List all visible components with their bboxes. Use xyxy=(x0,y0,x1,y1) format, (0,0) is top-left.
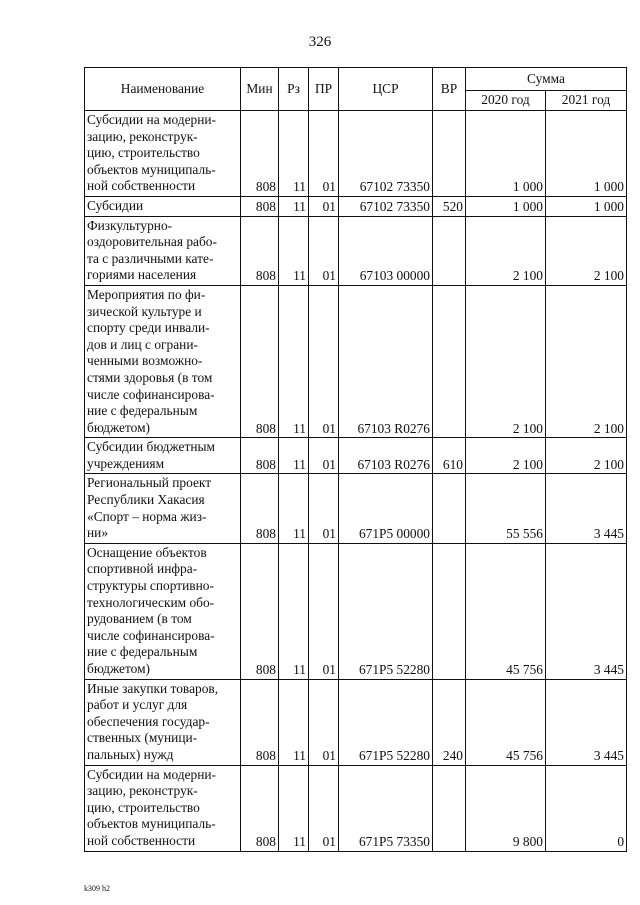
name-line: спорту среди инвали- xyxy=(87,320,210,336)
cell-min: 808 xyxy=(241,216,279,285)
name-line: ченными возможно- xyxy=(87,353,203,369)
cell-pr: 01 xyxy=(309,765,339,851)
name-line: объектов муниципаль- xyxy=(87,161,216,177)
name-line: ние с федеральным xyxy=(87,403,198,419)
cell-pr: 01 xyxy=(309,474,339,543)
cell-name xyxy=(85,196,241,216)
name-line: Региональный проект xyxy=(87,475,212,491)
table-row xyxy=(85,111,627,197)
cell-vr: 610 xyxy=(433,438,466,474)
header-sum: Сумма xyxy=(466,68,627,91)
cell-name xyxy=(85,438,241,474)
cell-vr xyxy=(433,765,466,851)
cell-2020: 1 000 xyxy=(466,196,546,216)
cell-2021: 2 100 xyxy=(546,216,627,285)
footer-code: k309 h2 xyxy=(84,884,110,893)
header-min: Мин xyxy=(241,68,279,111)
cell-2021: 1 000 xyxy=(546,111,627,197)
cell-rz: 11 xyxy=(279,543,309,679)
name-line: ни» xyxy=(87,525,109,541)
cell-csr: 671P5 00000 xyxy=(339,474,433,543)
name-line: оздоровительная рабо- xyxy=(87,234,217,250)
table-row xyxy=(85,543,627,679)
cell-vr: 520 xyxy=(433,196,466,216)
name-line: зацию, реконструк- xyxy=(87,128,198,144)
cell-rz: 11 xyxy=(279,216,309,285)
cell-pr: 01 xyxy=(309,438,339,474)
budget-table xyxy=(84,67,627,852)
cell-min: 808 xyxy=(241,196,279,216)
table-row xyxy=(85,679,627,765)
header-pr: ПР xyxy=(309,68,339,111)
header-year-2020: 2020 год xyxy=(466,91,546,111)
table-row xyxy=(85,474,627,543)
cell-min: 808 xyxy=(241,438,279,474)
name-line: обеспечения государ- xyxy=(87,713,210,729)
cell-2021: 0 xyxy=(546,765,627,851)
name-line: учреждениям xyxy=(87,455,165,471)
cell-rz: 11 xyxy=(279,196,309,216)
name-line: ние с федеральным xyxy=(87,644,198,660)
table-body xyxy=(85,111,627,852)
cell-rz: 11 xyxy=(279,679,309,765)
cell-2020: 45 756 xyxy=(466,543,546,679)
cell-2021: 1 000 xyxy=(546,196,627,216)
cell-2020: 55 556 xyxy=(466,474,546,543)
cell-min: 808 xyxy=(241,679,279,765)
name-line: Иные закупки товаров, xyxy=(87,680,219,696)
cell-min: 808 xyxy=(241,765,279,851)
name-line: гориями населения xyxy=(87,267,197,283)
cell-2020: 2 100 xyxy=(466,438,546,474)
name-line: Субсидии на модерни- xyxy=(87,766,217,782)
name-line: пальных) нужд xyxy=(87,746,174,762)
name-line: цию, строительство xyxy=(87,145,200,161)
cell-pr: 01 xyxy=(309,196,339,216)
cell-vr xyxy=(433,216,466,285)
cell-2020: 45 756 xyxy=(466,679,546,765)
name-line: зической культуре и xyxy=(87,303,202,319)
name-line: стями здоровья (в том xyxy=(87,369,213,385)
name-line: рудованием (в том xyxy=(87,611,192,627)
cell-pr: 01 xyxy=(309,216,339,285)
cell-name xyxy=(85,216,241,285)
name-line: Физкультурно- xyxy=(87,217,173,233)
name-line: та с различными кате- xyxy=(87,250,214,266)
cell-name xyxy=(85,543,241,679)
cell-name xyxy=(85,111,241,197)
header-row xyxy=(85,68,627,91)
name-line: зацию, реконструк- xyxy=(87,783,198,799)
cell-rz: 11 xyxy=(279,474,309,543)
cell-pr: 01 xyxy=(309,285,339,437)
cell-2020: 2 100 xyxy=(466,216,546,285)
name-line: бюджетом) xyxy=(87,419,151,435)
cell-2020: 9 800 xyxy=(466,765,546,851)
name-line: технологическим обо- xyxy=(87,594,215,610)
name-line: структуры спортивно- xyxy=(87,578,214,594)
cell-2021: 3 445 xyxy=(546,679,627,765)
cell-pr: 01 xyxy=(309,679,339,765)
header-csr: ЦСР xyxy=(339,68,433,111)
cell-csr: 67103 R0276 xyxy=(339,438,433,474)
name-line: числе софинансирова- xyxy=(87,386,215,402)
cell-csr: 671P5 73350 xyxy=(339,765,433,851)
cell-name xyxy=(85,474,241,543)
cell-csr: 671P5 52280 xyxy=(339,679,433,765)
header-name: Наименование xyxy=(85,68,241,111)
cell-rz: 11 xyxy=(279,438,309,474)
cell-2021: 3 445 xyxy=(546,474,627,543)
table-row xyxy=(85,216,627,285)
name-line: дов и лиц с ограни- xyxy=(87,336,198,352)
name-line: ной собственности xyxy=(87,178,196,194)
cell-rz: 11 xyxy=(279,285,309,437)
cell-name xyxy=(85,679,241,765)
name-line: Субсидии на модерни- xyxy=(87,112,217,127)
name-line: спортивной инфра- xyxy=(87,561,198,577)
name-line: Мероприятия по фи- xyxy=(87,286,206,302)
cell-min: 808 xyxy=(241,543,279,679)
cell-rz: 11 xyxy=(279,111,309,197)
cell-pr: 01 xyxy=(309,111,339,197)
cell-pr: 01 xyxy=(309,543,339,679)
name-line: ственных (муници- xyxy=(87,730,198,746)
name-line: Оснащение объектов xyxy=(87,544,207,560)
name-line: числе софинансирова- xyxy=(87,627,215,643)
cell-name xyxy=(85,285,241,437)
name-line: Республики Хакасия xyxy=(87,492,205,508)
cell-csr: 671P5 52280 xyxy=(339,543,433,679)
cell-min: 808 xyxy=(241,474,279,543)
table-row xyxy=(85,196,627,216)
cell-2020: 2 100 xyxy=(466,285,546,437)
cell-2021: 2 100 xyxy=(546,438,627,474)
cell-name xyxy=(85,765,241,851)
name-line: объектов муниципаль- xyxy=(87,816,216,832)
cell-vr xyxy=(433,285,466,437)
name-line: ной собственности xyxy=(87,832,196,848)
cell-csr: 67103 00000 xyxy=(339,216,433,285)
table-row xyxy=(85,438,627,474)
cell-min: 808 xyxy=(241,111,279,197)
cell-vr xyxy=(433,111,466,197)
table-row xyxy=(85,765,627,851)
name-line: цию, строительство xyxy=(87,799,200,815)
cell-csr: 67103 R0276 xyxy=(339,285,433,437)
cell-csr: 67102 73350 xyxy=(339,196,433,216)
cell-min: 808 xyxy=(241,285,279,437)
table-row xyxy=(85,285,627,437)
cell-2021: 3 445 xyxy=(546,543,627,679)
cell-csr: 67102 73350 xyxy=(339,111,433,197)
cell-2020: 1 000 xyxy=(466,111,546,197)
cell-vr xyxy=(433,474,466,543)
cell-rz: 11 xyxy=(279,765,309,851)
name-line: бюджетом) xyxy=(87,661,151,676)
cell-vr: 240 xyxy=(433,679,466,765)
header-year-2021: 2021 год xyxy=(546,91,627,111)
name-line: Субсидии xyxy=(87,197,144,213)
cell-2021: 2 100 xyxy=(546,285,627,437)
header-rz: Рз xyxy=(279,68,309,111)
cell-vr xyxy=(433,543,466,679)
name-line: работ и услуг для xyxy=(87,697,188,713)
name-line: «Спорт – норма жиз- xyxy=(87,508,207,524)
header-vr: ВР xyxy=(433,68,466,111)
name-line: Субсидии бюджетным xyxy=(87,439,215,455)
page-number: 326 xyxy=(308,34,332,50)
